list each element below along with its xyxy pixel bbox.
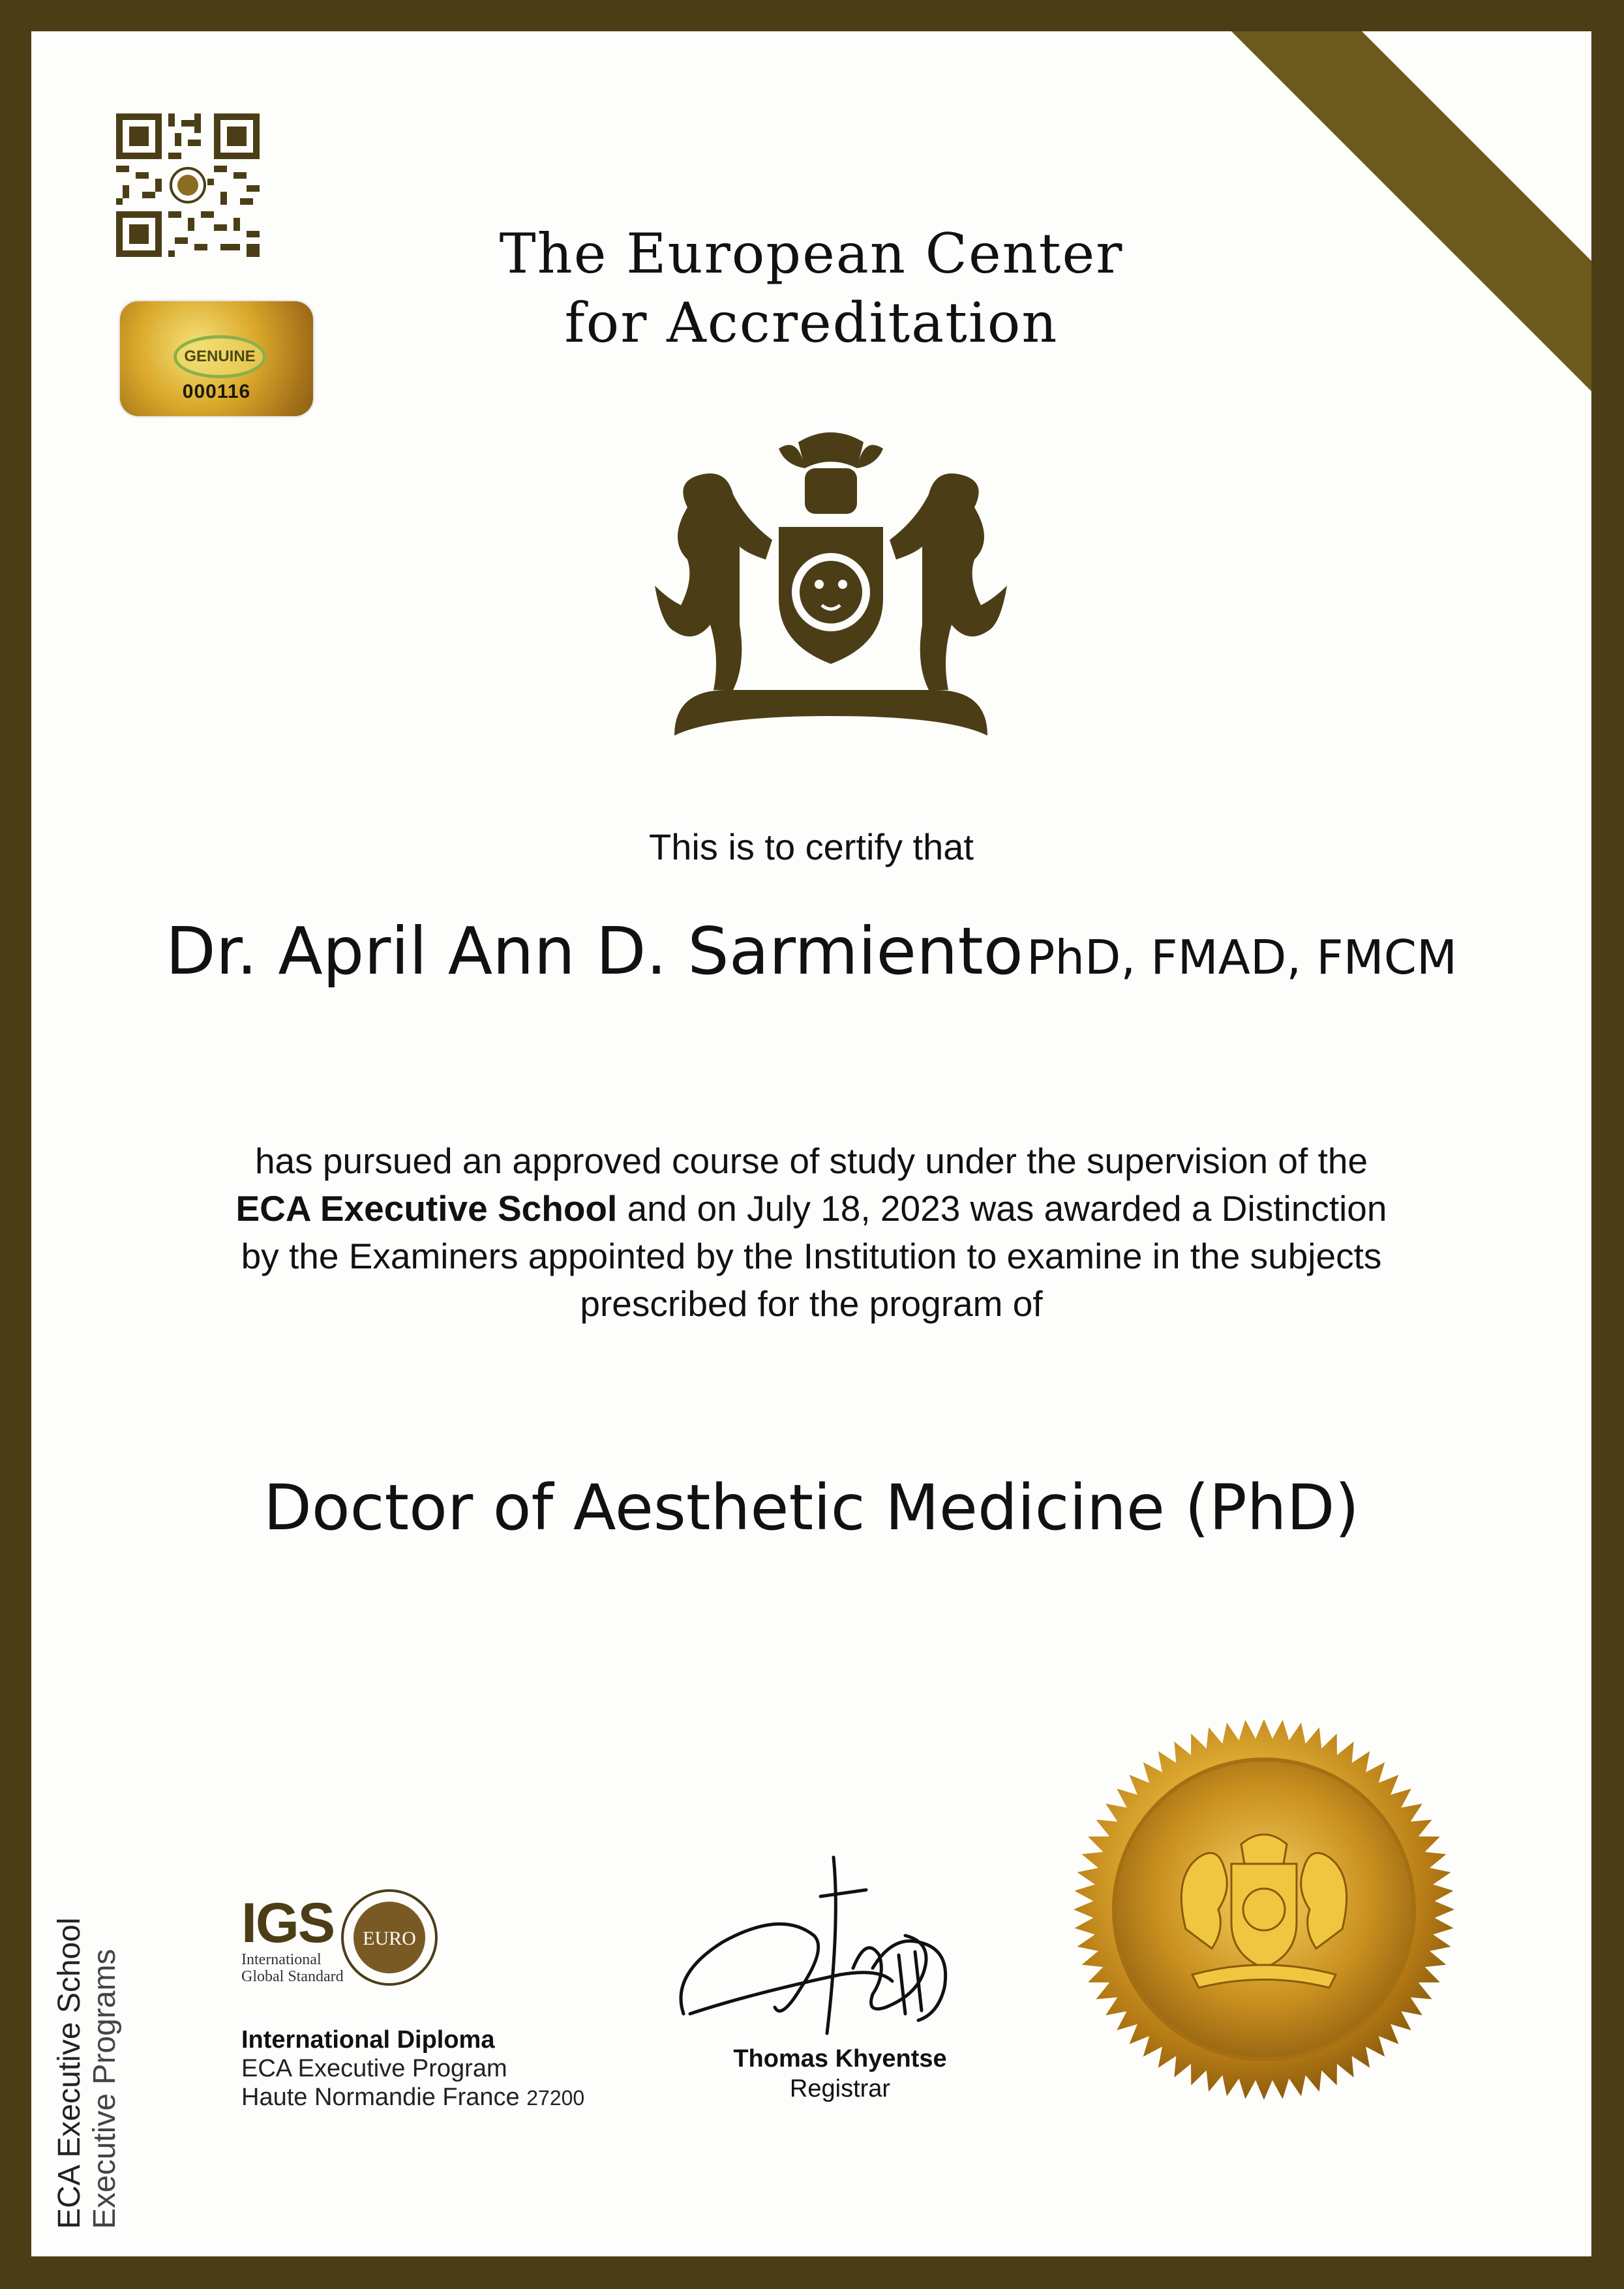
recipient-name: Dr. April Ann D. Sarmiento xyxy=(165,913,1023,989)
registrar-name: Thomas Khyentse xyxy=(733,2045,947,2072)
euro-badge-text: EURO xyxy=(363,1928,416,1949)
statement-line1: has pursued an approved course of study under the supervision of the xyxy=(254,1141,1368,1181)
igs-logo-sub1: International xyxy=(241,1951,322,1968)
diploma-location xyxy=(241,2083,584,2112)
coat-of-arms-icon xyxy=(648,429,1014,736)
school-name: ECA Executive School xyxy=(235,1188,618,1229)
diploma-location-text: Haute Normandie France xyxy=(241,2084,520,2111)
statement-line2-rest: and on July 18, 2023 was awarded a Distinction xyxy=(617,1188,1387,1229)
side-label-line2: Executive Programs xyxy=(87,1949,122,2229)
diploma-program: ECA Executive Program xyxy=(241,2055,507,2082)
certify-intro: This is to certify that xyxy=(649,826,974,867)
diploma-info xyxy=(241,2026,584,2112)
side-label xyxy=(52,1642,123,2229)
registrar-title: Registrar xyxy=(789,2075,891,2102)
igs-logo-sub2: Global Standard xyxy=(241,1968,344,1985)
institution-title-line2: for Accreditation xyxy=(564,291,1059,355)
statement-line2 xyxy=(31,1185,1591,1233)
igs-logo-text: IGS xyxy=(241,1892,335,1954)
hologram-label: GENUINE xyxy=(173,335,266,378)
diploma-postcode: 27200 xyxy=(526,2086,585,2110)
statement-line3: by the Examiners appointed by the Institution to examine in the subjects xyxy=(241,1236,1382,1276)
igs-logo xyxy=(241,1892,344,1985)
certificate-page xyxy=(31,31,1591,2256)
side-label-line1: ECA Executive School xyxy=(52,1917,87,2229)
recipient-line xyxy=(31,913,1591,989)
program-title: Doctor of Aesthetic Medicine (PhD) xyxy=(263,1471,1359,1544)
post-nominals: PhD, FMAD, FMCM xyxy=(1026,930,1458,985)
statement-line4: prescribed for the program of xyxy=(580,1283,1043,1324)
gold-seal-icon xyxy=(1068,1714,1460,2105)
diploma-title: International Diploma xyxy=(241,2026,495,2054)
registrar-signature xyxy=(670,1844,1010,2059)
hologram-serial: 000116 xyxy=(182,381,251,402)
institution-title-line1: The European Center xyxy=(499,222,1124,286)
certificate-statement xyxy=(31,1137,1591,1328)
euro-certification-badge-icon xyxy=(340,1889,438,1986)
